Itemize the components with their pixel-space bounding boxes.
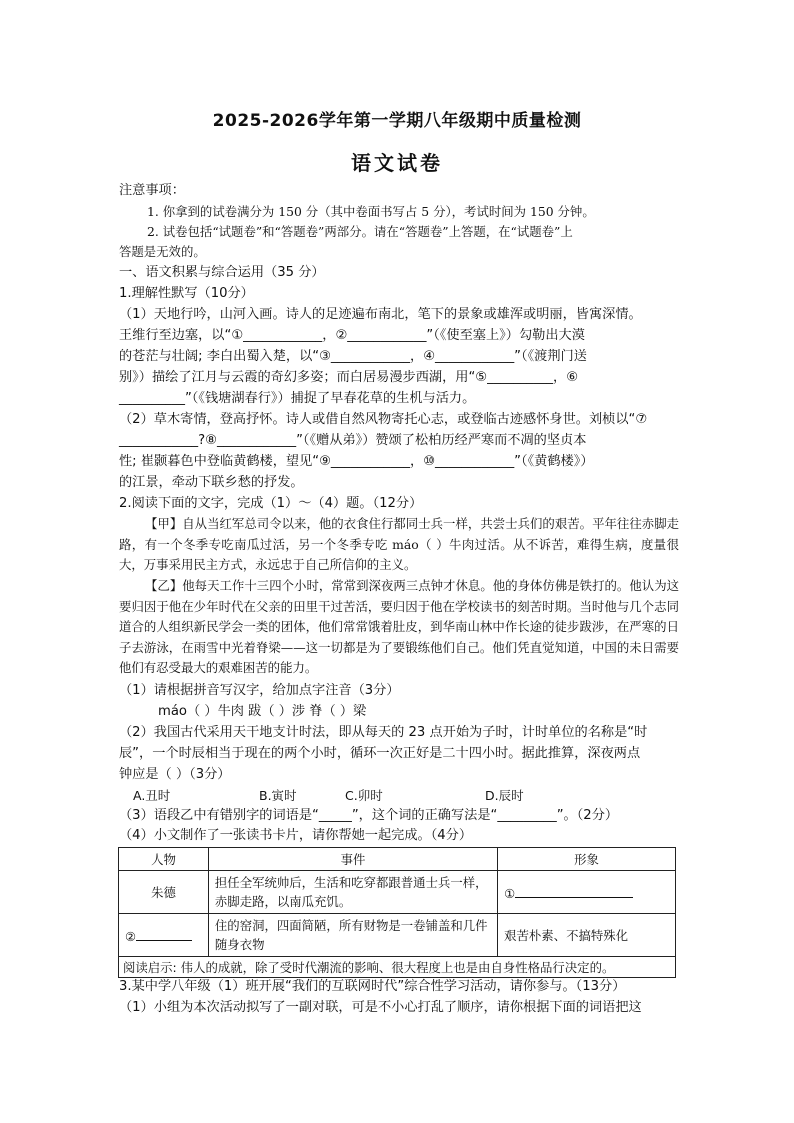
passage-a-text: 【甲】自从当红军总司令以来，他的衣食住行都同士兵一样，共尝士兵们的艰苦。平年往往赤脚走路，有一个冬季专吃南瓜过活，另一个冬季专吃 máo（ ）牛肉过活。从不诉苦，难得生病，度量很大，万事采用民主方式，永远忠于自己所信仰的主义。 — [119, 516, 679, 573]
q2-title: 2.阅读下面的文字，完成（1）～（4）题。（12分） — [119, 496, 423, 511]
option-d[interactable]: D.辰时 — [485, 788, 524, 803]
table-row — [119, 914, 676, 957]
table-insight-row — [119, 957, 676, 978]
table-row — [119, 871, 676, 914]
row1-image-marker: ① — [504, 886, 516, 901]
row2-image: 艰苦朴素、不搞特殊化 — [498, 914, 676, 957]
row1-event: 担任全军统帅后，生活和吃穿都跟普通士兵一样，赤脚走路，以南瓜充饥。 — [208, 871, 497, 914]
row2-event: 住的窑洞，四面简陋，所有财物是一卷铺盖和几件随身衣物 — [208, 914, 497, 957]
row1-person: 朱德 — [119, 871, 209, 914]
q1-line-9: 的江景，牵动下联乡愁的抒发。 — [119, 475, 304, 490]
exam-title: 2025-2026学年第一学期八年级期中质量检测 — [212, 111, 582, 131]
option-c[interactable]: C.卯时 — [345, 788, 383, 803]
row2-person-cell[interactable] — [119, 914, 209, 957]
row2-person-marker: ② — [125, 929, 137, 944]
table-header-row — [119, 848, 676, 871]
notes-item-1: 1. 你拿到的试卷满分为 150 分（其中卷面书写占 5 分），考试时间为 150 分钟。 — [147, 204, 595, 219]
sub4-prompt: （4）小文制作了一张读书卡片，请你帮她一起完成。（4分） — [119, 828, 473, 843]
q1-line-2: 王维行至边塞，以“①____________，②____________”（《使至塞上》）勾勒出大漠 — [119, 328, 585, 343]
exam-subtitle: 语文试卷 — [351, 151, 443, 175]
passage-a — [119, 514, 679, 576]
passage-b-text: 【乙】他每天工作十三四个小时，常常到深夜两三点钟才休息。他的身体仿佛是铁打的。他认为这要归因于他在少年时代在父亲的田里干过苦活，要归因于他在学校读书的刻苦时期。当时他与几个志同道合的人组织新民学会一类的团体，他们常常饿着肚皮，到华南山林中作长途的徒步跋涉，在严寒的日子去游泳，在雨雪中光着脊梁——这一切都是为了要锻练他们自己。他们凭直觉知道，中国的未日需要他们有忍受最大的艰难困苦的能力。 — [119, 578, 679, 676]
q1-line-6: （2）草木寄情，登高抒怀。诗人或借自然风物寄托心志，或登临古迹感怀身世。刘桢以“⑦ — [119, 412, 648, 427]
q3-line-1: 3.某中学八年级（1）班开展“我们的互联网时代”综合性学习活动，请你参与。（13分） — [119, 979, 626, 994]
notes-item-2-cont: 答题是无效的。 — [119, 244, 206, 259]
q1-title: 1.理解性默写（10分） — [119, 286, 254, 301]
q1-line-4: 别》）描绘了江月与云霞的奇幻多姿；而白居易漫步西湖，用“⑤__________，⑥ — [119, 370, 579, 385]
reading-insight: 阅读启示: 伟人的成就，除了受时代潮流的影响、很大程度上也是由自身性格品行决定的。 — [119, 957, 676, 978]
sub2-line-2: 辰”，一个时辰相当于现在的两个小时，循环一次正好是二十四小时。据此推算，深夜两点 — [119, 746, 641, 761]
section-heading: 一、语文积累与综合运用（35 分） — [119, 265, 325, 280]
header-person: 人物 — [119, 848, 209, 871]
q1-line-3: 的苍茫与壮阔; 李白出蜀入楚，以“③____________，④____________”（《渡荆门送 — [119, 349, 587, 364]
sub2-line-1: （2）我国古代采用天干地支计时法，即从每天的 23 点开始为子时，计时单位的名称是“时 — [119, 725, 648, 740]
sub1-prompt: （1）请根据拼音写汉字，给加点字注音（3分） — [119, 683, 400, 698]
sub3-prompt: （3）语段乙中有错别字的词语是“_____”，这个词的正确写法是“_________”。（2分） — [119, 808, 619, 823]
q1-line-7: ____________?⑧____________”（《赠从弟》）赞颂了松柏历经严寒而不凋的坚贞本 — [119, 433, 587, 448]
passage-b — [119, 576, 679, 679]
header-image: 形象 — [498, 848, 676, 871]
option-a[interactable]: A.丑时 — [133, 788, 171, 803]
q1-line-5: __________”（《钱塘湖春行》）捕捉了早春花草的生机与活力。 — [119, 391, 476, 406]
option-b[interactable]: B.寅时 — [259, 788, 297, 803]
notes-heading: 注意事项： — [119, 183, 185, 198]
sub2-line-3: 钟应是（ ）（3分） — [119, 767, 231, 782]
q1-line-8: 性; 崔颢暮色中登临黄鹤楼，望见“⑨____________，⑩____________”（《黄鹤楼》） — [119, 454, 594, 469]
row1-answer-blank[interactable] — [515, 883, 633, 898]
reading-card-table — [118, 847, 676, 978]
q3-line-2: （1）小组为本次活动拟写了一副对联，可是不小心打乱了顺序，请你根据下面的词语把这 — [119, 1000, 642, 1015]
header-event: 事件 — [208, 848, 497, 871]
row1-image-cell[interactable] — [498, 871, 676, 914]
notes-item-2: 2. 试卷包括“试题卷”和“答题卷”两部分。请在“答题卷”上答题，在“试题卷”上 — [147, 224, 573, 239]
q1-line-1: （1）天地行吟，山河入画。诗人的足迹遍布南北，笔下的景象或雄浑或明丽，皆寓深情。 — [119, 307, 642, 322]
sub1-items: máo（ ）牛肉 跋（ ）涉 脊（ ）梁 — [158, 704, 367, 719]
row2-answer-blank[interactable] — [136, 926, 192, 941]
